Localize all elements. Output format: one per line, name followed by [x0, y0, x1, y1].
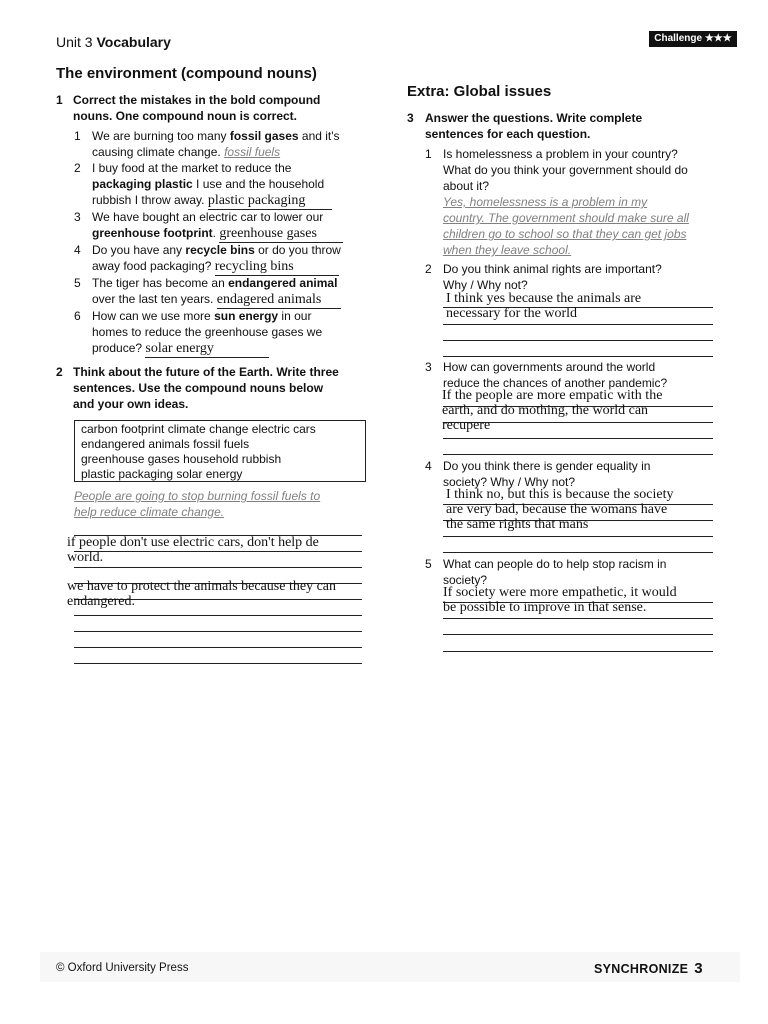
item-text: The tiger has become an: [92, 276, 229, 290]
exercise-3-number: 3: [407, 111, 414, 125]
item-text: Do you have any: [92, 243, 186, 257]
item-bold-noun: fossil gases: [229, 129, 299, 143]
answer-line: [443, 438, 713, 439]
question-text: Do you think animal rights are important?: [443, 262, 662, 276]
answer-line: [74, 631, 362, 632]
item-text: or do you throw: [254, 243, 341, 257]
exercise-3-item: [425, 261, 725, 293]
answer-line: [74, 551, 362, 552]
challenge-badge: Challenge ★★★: [649, 31, 737, 47]
item-text: .: [212, 226, 220, 240]
handwritten-answer[interactable]: endagered animals: [217, 292, 341, 309]
item-line: [92, 225, 343, 243]
unit-heading: [56, 34, 171, 50]
item-bold-noun: recycle bins: [185, 243, 255, 257]
item-number: 6: [74, 309, 81, 323]
exercise-3-item: [425, 359, 725, 391]
exercise-3-item: [425, 458, 725, 490]
right-section-title: Extra: Global issues: [407, 83, 552, 100]
handwritten-answer[interactable]: greenhouse gases: [219, 226, 343, 243]
handwritten-answer[interactable]: be possible to improve in that sense.: [443, 600, 647, 615]
section-label: Vocabulary: [96, 34, 171, 50]
item-text: We are burning too many: [92, 129, 230, 143]
item-text: We have bought an electric car to lower our: [92, 210, 324, 224]
item-line: [92, 144, 280, 160]
item-text: rubbish I throw away.: [92, 193, 208, 207]
exercise-1-line1: Correct the mistakes in the bold compound: [73, 93, 321, 107]
handwritten-answer[interactable]: If the people are more empatic with the: [442, 388, 663, 403]
item-number: 3: [74, 210, 81, 224]
question-text: Do you think there is gender equality in: [443, 459, 651, 473]
exercise-1-number: 1: [56, 93, 63, 107]
example-answer: children go to school so that they can get jobs: [443, 227, 687, 241]
item-number: 1: [425, 147, 432, 161]
item-text: I use and the household: [192, 177, 325, 191]
item-text: over the last ten years.: [92, 292, 217, 306]
answer-line: [443, 634, 713, 635]
answer-line: [443, 340, 713, 341]
exercise-2-line2: sentences. Use the compound nouns below: [73, 381, 324, 395]
item-text: I buy food at the market to reduce the: [92, 161, 292, 175]
exercise-1-item: [74, 308, 374, 356]
answer-line: [443, 536, 713, 537]
example-answer: country. The government should make sure all: [443, 211, 689, 225]
question-text: What can people do to help stop racism in: [443, 557, 667, 571]
question-text: society? Why / Why not?: [443, 475, 576, 489]
item-number: 5: [425, 557, 432, 571]
question-text: society?: [443, 573, 488, 587]
exercise-3-item: [425, 556, 725, 588]
exercise-2-line3: and your own ideas.: [73, 397, 189, 411]
item-text: away food packaging?: [92, 259, 215, 273]
item-number: 3: [425, 360, 432, 374]
word-box-line: carbon footprint climate change electric cars: [81, 422, 316, 436]
item-line: [92, 275, 337, 291]
item-text: homes to reduce the greenhouse gases we: [92, 325, 323, 339]
exercise-3-line1: Answer the questions. Write complete: [425, 111, 643, 125]
handwritten-answer[interactable]: recycling bins: [215, 259, 339, 276]
item-bold-noun: endangered animal: [228, 276, 338, 290]
item-number: 2: [74, 161, 81, 175]
handwritten-answer[interactable]: If society were more empathetic, it would: [443, 585, 677, 600]
answer-line: [443, 618, 713, 619]
answer-line: [74, 647, 362, 648]
item-text: How can we use more: [92, 309, 215, 323]
answer-line: [443, 324, 713, 325]
handwritten-answer[interactable]: I think yes because the animals are: [446, 291, 642, 306]
handwritten-answer[interactable]: plastic packaging: [208, 193, 332, 210]
item-line: [92, 258, 339, 276]
word-box-line: plastic packaging solar energy: [81, 467, 243, 481]
item-line: [92, 192, 332, 210]
item-text: and it's: [298, 129, 340, 143]
handwritten-answer[interactable]: necessary for the world: [446, 306, 578, 321]
answer-line: [74, 663, 362, 664]
item-number: 4: [425, 459, 432, 473]
item-text: in our: [278, 309, 312, 323]
exercise-1-item: [74, 275, 374, 307]
question-text: What do you think your government should do: [443, 163, 688, 177]
unit-label: Unit 3: [56, 34, 93, 50]
exercise-2-instruction: [56, 364, 366, 414]
exercise-3-line2: sentences for each question.: [425, 127, 591, 141]
page-number: 3: [694, 960, 703, 977]
example-answer: help reduce climate change.: [74, 505, 225, 519]
exercise-1-instruction: [56, 92, 356, 126]
handwritten-answer[interactable]: are very bad, because the womans have: [446, 502, 668, 517]
answer-line: [74, 567, 362, 568]
example-answer: Yes, homelessness is a problem in my: [443, 195, 648, 209]
example-answer: when they leave school.: [443, 243, 572, 257]
exercise-1-line2: nouns. One compound noun is correct.: [73, 109, 298, 123]
question-text: How can governments around the world: [443, 360, 656, 374]
question-text: Is homelessness a problem in your country?: [443, 147, 678, 161]
question-text: about it?: [443, 179, 490, 193]
copyright-text: © Oxford University Press: [56, 962, 189, 974]
item-text: produce?: [92, 341, 146, 355]
exercise-2-line1: Think about the future of the Earth. Write three: [73, 365, 339, 379]
handwritten-sentence[interactable]: world.: [67, 550, 104, 565]
item-number: 4: [74, 243, 81, 257]
item-line: [92, 308, 311, 324]
exercise-1-item: [74, 160, 374, 208]
left-section-title: The environment (compound nouns): [56, 65, 317, 82]
exercise-2-number: 2: [56, 365, 63, 379]
word-box: [74, 420, 366, 482]
handwritten-sentence[interactable]: endangered.: [67, 594, 136, 609]
item-number: 1: [74, 129, 81, 143]
answer-line: [443, 454, 713, 455]
brand-footer: [594, 960, 703, 977]
exercise-1-item: [74, 128, 374, 160]
exercise-3-instruction: [407, 110, 707, 144]
item-line: [92, 291, 341, 309]
question-text: reduce the chances of another pandemic?: [443, 376, 668, 390]
item-bold-noun: packaging plastic: [92, 177, 193, 191]
question-text: Why / Why not?: [443, 278, 528, 292]
answer-line: [443, 651, 713, 652]
item-number: 2: [425, 262, 432, 276]
handwritten-answer[interactable]: earth, and do mothing, the world can: [442, 403, 649, 418]
handwritten-answer[interactable]: I think no, but this is because the society: [446, 487, 674, 502]
exercise-1-item: [74, 242, 374, 274]
item-line: [92, 242, 341, 258]
word-box-line: greenhouse gases household rubbish: [81, 452, 282, 466]
example-answer: fossil fuels: [224, 145, 281, 159]
handwritten-answer[interactable]: solar energy: [145, 341, 269, 358]
answer-line: [443, 356, 713, 357]
item-line: [92, 340, 269, 358]
example-answer: People are going to stop burning fossil fuels to: [74, 489, 321, 503]
item-text: causing climate change.: [92, 145, 225, 159]
word-box-line: endangered animals fossil fuels: [81, 437, 250, 451]
item-line: [92, 176, 324, 192]
handwritten-sentence[interactable]: if people don't use electric cars, don't help de: [67, 535, 319, 550]
brand-name: SYNCHRONIZE: [594, 962, 689, 976]
item-bold-noun: greenhouse footprint: [92, 226, 213, 240]
exercise-1-item: [74, 209, 374, 241]
item-number: 5: [74, 276, 81, 290]
answer-line: [443, 552, 713, 553]
handwritten-answer[interactable]: the same rights that mans: [446, 517, 589, 532]
item-line: [92, 128, 340, 144]
item-bold-noun: sun energy: [214, 309, 279, 323]
handwritten-answer[interactable]: recupere: [442, 418, 491, 433]
exercise-3-item: [425, 146, 725, 258]
handwritten-sentence[interactable]: we have to protect the animals because they can: [67, 579, 336, 594]
answer-line: [74, 615, 362, 616]
